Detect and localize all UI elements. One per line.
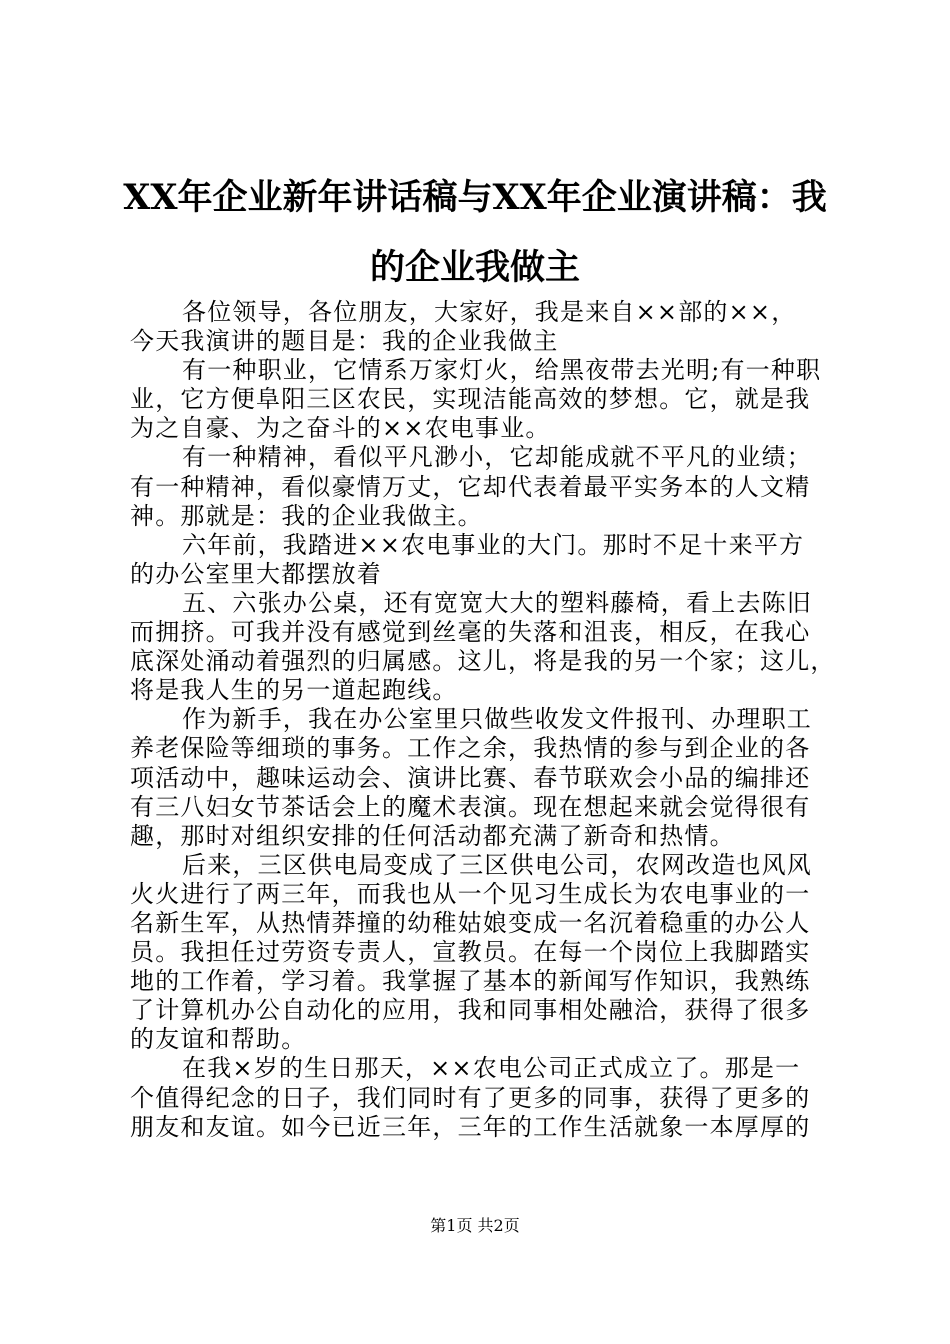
title-line-2: 的企业我做主	[369, 247, 580, 288]
body-text-line: 朋友和友谊。如今已近三年，三年的工作生活就象一本厚厚的	[130, 1112, 811, 1141]
body-text-line: 五、六张办公桌，还有宽宽大大的塑料藤椅，看上去陈旧	[182, 588, 812, 617]
body-text-line: 各位领导，各位朋友，大家好，我是来自××部的××，	[182, 298, 797, 326]
body-text-line: 养老保险等细琐的事务。工作之余，我热情的参与到企业的各	[130, 734, 811, 763]
body-text-line: 今天我演讲的题目是：我的企业我做主	[130, 327, 559, 356]
body-text-line: 而拥挤。可我并没有感觉到丝毫的失落和沮丧，相反，在我心	[130, 618, 811, 647]
body-text-line: 有一种精神，看似平凡渺小，它却能成就不平凡的业绩；	[182, 443, 812, 472]
body-text-line: 个值得纪念的日子，我们同时有了更多的同事，获得了更多的	[130, 1083, 811, 1112]
page-footer: 第1页 共2页	[430, 1216, 520, 1235]
body-text-line: 趣，那时对组织安排的任何活动都充满了新奇和热情。	[130, 821, 735, 850]
body-text-line: 业，它方便阜阳三区农民，实现洁能高效的梦想。它，就是我	[130, 385, 811, 414]
body-text-line: 了计算机办公自动化的应用，我和同事相处融洽，获得了很多	[130, 996, 811, 1025]
body-text-line: 在我×岁的生日那天，××农电公司正式成立了。那是一	[182, 1054, 801, 1083]
document-title	[120, 163, 830, 303]
body-text-line: 的办公室里大都摆放着	[130, 559, 382, 588]
body-text-line: 有三八妇女节茶话会上的魔术表演。现在想起来就会觉得很有	[130, 792, 811, 821]
body-text-line: 为之自豪、为之奋斗的××农电事业。	[130, 414, 551, 443]
body-text-line: 名新生军，从热情莽撞的幼稚姑娘变成一名沉着稳重的办公人	[130, 908, 811, 937]
body-text-line: 的友谊和帮助。	[130, 1025, 307, 1054]
body-text-line: 火火进行了两三年，而我也从一个见习生成长为农电事业的一	[130, 879, 811, 908]
document-body	[130, 298, 836, 1142]
body-text-line: 有一种精神，看似豪情万丈，它却代表着最平实务本的人文精	[130, 472, 811, 501]
title-line-1: XX年企业新年讲话稿与XX年企业演讲稿：我	[123, 177, 827, 218]
body-text-line: 有一种职业，它情系万家灯火，给黑夜带去光明;有一种职	[182, 356, 822, 385]
body-text-line: 六年前，我踏进××农电事业的大门。那时不足十来平方	[182, 530, 805, 559]
body-text-line: 底深处涌动着强烈的归属感。这儿，将是我的另一个家；这儿，	[130, 647, 836, 676]
body-text-line: 员。我担任过劳资专责人，宣教员。在每一个岗位上我脚踏实	[130, 938, 811, 967]
body-text-line: 作为新手，我在办公室里只做些收发文件报刊、办理职工	[182, 705, 812, 734]
body-text-line: 后来，三区供电局变成了三区供电公司，农网改造也风风	[182, 850, 812, 879]
body-text-line: 地的工作着，学习着。我掌握了基本的新闻写作知识，我熟练	[130, 967, 811, 996]
body-text-line: 将是我人生的另一道起跑线。	[130, 676, 458, 705]
body-text-line: 神。那就是：我的企业我做主。	[130, 501, 483, 530]
body-text-line: 项活动中，趣味运动会、演讲比赛、春节联欢会小品的编排还	[130, 763, 811, 792]
